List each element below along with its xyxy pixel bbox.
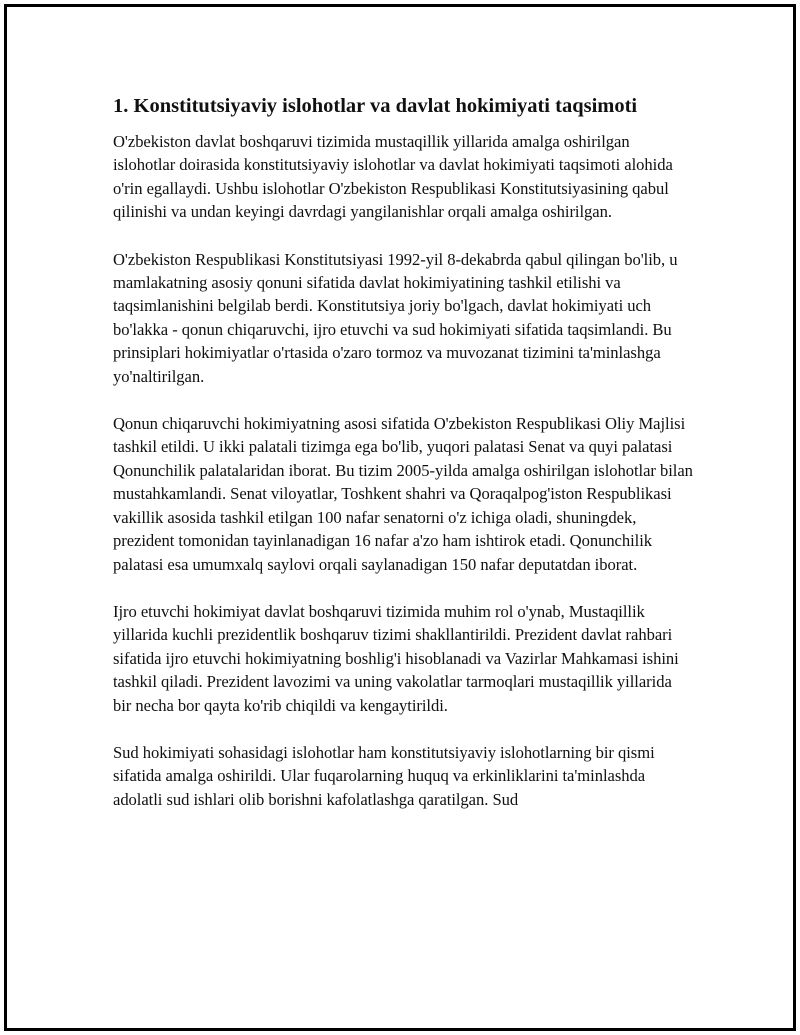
paragraph-judicial: Sud hokimiyati sohasidagi islohotlar ham konstitutsiyaviy islohotlarning bir qismi sifatida amalga oshirildi. Ular fuqarolarning huquq va erkinliklarini ta'minlashda adolatli sud ishlari olib borishni kafolatlashga qaratilgan. Sud (113, 742, 655, 809)
paragraph-executive: Ijro etuvchi hokimiyat davlat boshqaruvi tizimida muhim rol o'ynab, Mustaqillik yillarida kuchli prezidentlik boshqaruv tizimi shakllantirildi. Prezident davlat rahbari sifatida ijro etuvchi hokimiyatning boshlig'i hisoblanadi va Vazirlar Mahkamasi ishini tashkil qiladi. Prezident lavozimi va uning vakolatlar tarmoqlari mustaqillik yillarida bir necha bor qayta ko'rib chiqildi va kengaytirildi. (113, 601, 679, 715)
paragraph-legislative: Qonun chiqaruvchi hokimiyatning asosi sifatida O'zbekiston Respublikasi Oliy Majlisi tashkil etildi. U ikki palatali tizimga ega bo'lib, yuqori palatasi Senat va quyi palatasi Qonunchilik palatalaridan iborat. Bu tizim 2005-yilda amalga oshirilgan islohotlar bilan mustahkamlandi. Senat viloyatlar, Toshkent shahri va Qoraqalpog'iston Respublikasi vakillik asosida tashkil etilgan 100 nafar senatorni o'z ichiga oladi, shuningdek, prezident tomonidan tayinlanadigan 16 nafar a'zo ham ishtirok etadi. Qonunchilik palatasi esa umumxalq saylovi orqali saylanadigan 150 nafar deputatdan iborat. (113, 414, 693, 574)
document-body (113, 92, 693, 835)
paragraph-constitution: O'zbekiston Respublikasi Konstitutsiyasi 1992-yil 8-dekabrda qabul qilingan bo'lib, u mamlakatning asosiy qonuni sifatida davlat hokimiyatining tashkil etilishi va taqsimlanishini belgilab berdi. Konstitutsiya joriy bo'lgach, davlat hokimiyati uch bo'lakka - qonun chiqaruvchi, ijro etuvchi va sud hokimiyati sifatida taqsimlandi. Bu prinsiplari hokimiyatlar o'rtasida o'zaro tormoz va muvozanat tizimini ta'minlashga yo'naltirilgan. (113, 249, 678, 386)
section-heading: 1. Konstitutsiyaviy islohotlar va davlat hokimiyati taqsimoti (113, 95, 638, 117)
paragraph-intro: O'zbekiston davlat boshqaruvi tizimida mustaqillik yillarida amalga oshirilgan islohotlar doirasida konstitutsiyaviy islohotlar va davlat hokimiyati taqsimoti alohida o'rin egallaydi. Ushbu islohotlar O'zbekiston Respublikasi Konstitutsiyasining qabul qilinishi va undan keyingi davrdagi yangilanishlar orqali amalga oshirilgan. (113, 132, 673, 222)
